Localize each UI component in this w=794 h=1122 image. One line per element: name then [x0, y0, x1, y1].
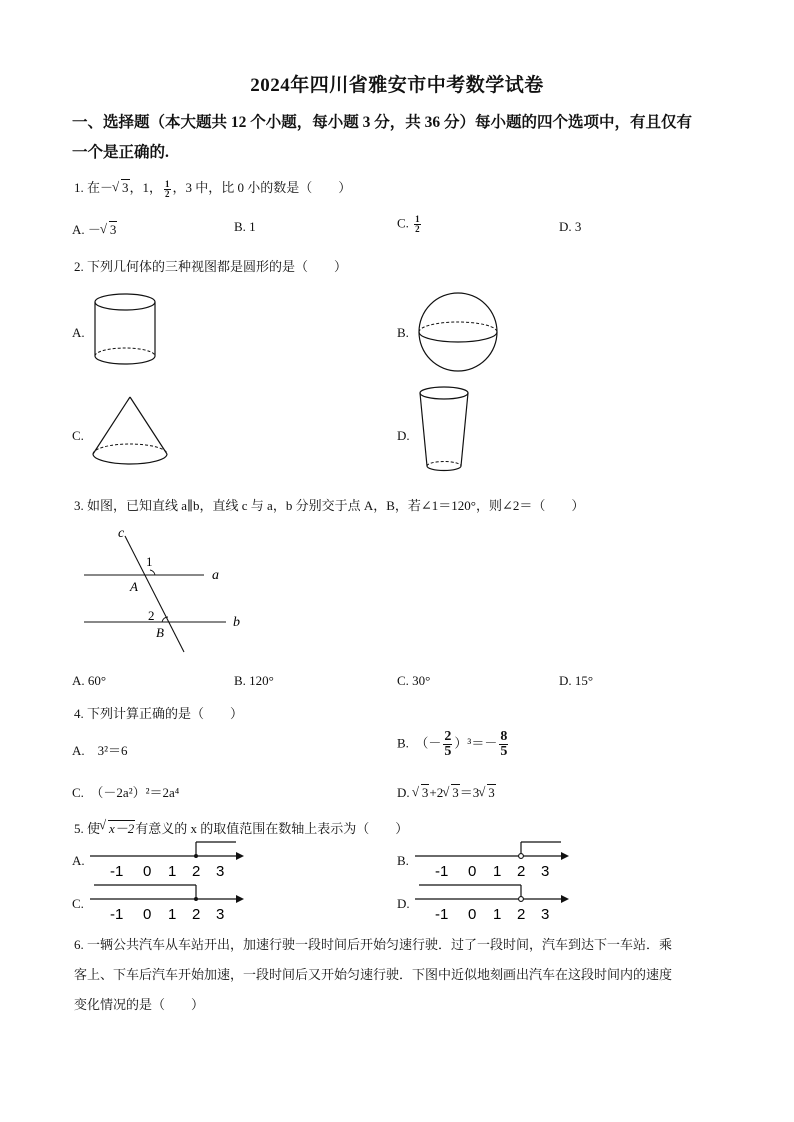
tick-label: 1	[168, 863, 177, 880]
q4-option-d[interactable]: D. √ 3+2√ 3＝3√ 3	[397, 782, 496, 801]
q1-option-a[interactable]: A. －√ 3	[72, 219, 117, 238]
tick-label: 0	[143, 906, 152, 923]
question-2-stem: 2. 下列几何体的三种视图都是圆形的是（ ）	[74, 259, 348, 274]
question-3-stem: 3. 如图，已知直线 a∥b，直线 c 与 a，b 分别交于点 A，B，若∠1＝120°，则∠2＝（ ）	[74, 498, 585, 513]
line-b-label: b	[233, 615, 240, 630]
angle-2-label: 2	[148, 608, 155, 623]
question-5-stem: 5. 使√ x－2有意义的 x 的取值范围在数轴上表示为（ ）	[74, 818, 408, 837]
question-6-line2: 客上、下车后汽车开始加速，一段时间后又开始匀速行驶．下图中近似地刻画出汽车在这段时间内的速度	[74, 967, 673, 982]
q2-option-b-label[interactable]: B.	[397, 325, 409, 340]
q1-a-sqrt: √ 3	[101, 222, 118, 238]
q2-option-c-label[interactable]: C.	[72, 428, 84, 443]
line-a-label: a	[212, 568, 219, 583]
tick-label: -1	[435, 863, 449, 880]
tick-label: -1	[110, 863, 124, 880]
tick-label: 2	[517, 906, 526, 923]
tick-label: 0	[143, 863, 152, 880]
tick-label: 3	[216, 863, 225, 880]
tick-label: 2	[517, 863, 526, 880]
tick-label: 1	[493, 863, 502, 880]
q4-d-sqrt-2: √ 3	[443, 785, 460, 801]
q1-option-d[interactable]: D. 3	[559, 219, 582, 234]
q4-option-b[interactable]: B. （－ $\frac{2}{5}$ ）³＝－ $\frac{8}{5}$	[397, 729, 508, 759]
q1-option-c[interactable]: C. $\frac{1}{2}$	[397, 214, 420, 234]
number-line-c	[88, 881, 248, 923]
question-6-line1: 6. 一辆公共汽车从车站开出，加速行驶一段时间后开始匀速行驶．过了一段时间，汽车到达下一车站．乘	[74, 937, 673, 952]
q4-option-a[interactable]: A. 3²＝6	[72, 743, 128, 758]
q1-option-b[interactable]: B. 1	[234, 219, 256, 234]
page-title: 2024年四川省雅安市中考数学试卷	[250, 75, 544, 96]
question-4-stem: 4. 下列计算正确的是（ ）	[74, 706, 244, 721]
q1-text-pre: 1. 在－	[74, 180, 114, 195]
q1-fraction: $\frac{1}{2}$	[165, 178, 170, 199]
q2-option-a-label[interactable]: A.	[72, 325, 85, 340]
number-line-d	[413, 881, 575, 923]
tick-label: 0	[468, 863, 477, 880]
cone-figure	[88, 394, 172, 472]
q1-text-mid: ，1，	[129, 180, 163, 195]
q4-d-sqrt-3: √ 3	[479, 785, 496, 801]
q5-option-b-label[interactable]: B.	[397, 853, 409, 868]
q5-sqrt: √ x－2	[100, 818, 135, 837]
line-c-label: c	[118, 526, 125, 541]
q1-c-fraction: $\frac{1}{2}$	[415, 214, 420, 234]
tick-label: 1	[493, 906, 502, 923]
tick-label: 1	[168, 906, 177, 923]
tick-label: 0	[468, 906, 477, 923]
q1-text-post: ，3 中，比 0 小的数是（ ）	[172, 180, 352, 195]
tick-label: 2	[192, 863, 201, 880]
q2-option-d-label[interactable]: D.	[397, 428, 410, 443]
parallel-lines-figure	[80, 524, 260, 656]
question-1-stem	[74, 177, 351, 199]
q4-option-c[interactable]: C. （－2a²）²＝2a⁴	[72, 785, 180, 800]
q4-b-fraction-1: $\frac{2}{5}$	[444, 729, 452, 759]
section-header-line1: 一、选择题（本大题共 12 个小题，每小题 3 分，共 36 分）每小题的四个选项中，有且仅有	[72, 114, 693, 131]
q1-sqrt-radicand: 3	[122, 180, 129, 195]
q4-b-fraction-2: $\frac{8}{5}$	[500, 729, 508, 759]
tick-label: -1	[435, 906, 449, 923]
q3-option-a[interactable]: A. 60°	[72, 673, 107, 688]
number-line-a	[88, 838, 248, 880]
section-header-line2: 一个是正确的.	[72, 144, 169, 161]
cup-figure	[414, 384, 474, 476]
tick-label: 2	[192, 906, 201, 923]
point-b-label: B	[156, 625, 164, 640]
cylinder-figure	[90, 292, 162, 372]
q1-sqrt	[113, 180, 130, 196]
q3-option-b[interactable]: B. 120°	[234, 673, 274, 688]
q5-option-d-label[interactable]: D.	[397, 896, 410, 911]
question-6-line3: 变化情况的是（ ）	[74, 997, 205, 1012]
q3-option-d[interactable]: D. 15°	[559, 673, 594, 688]
q5-option-a-label[interactable]: A.	[72, 853, 85, 868]
q5-option-c-label[interactable]: C.	[72, 896, 84, 911]
tick-label: -1	[110, 906, 124, 923]
q3-option-c[interactable]: C. 30°	[397, 673, 431, 688]
tick-label: 3	[541, 906, 550, 923]
q4-d-sqrt-1: √ 3	[413, 785, 430, 801]
point-a-label: A	[130, 579, 138, 594]
tick-label: 3	[541, 863, 550, 880]
tick-label: 3	[216, 906, 225, 923]
angle-1-label: 1	[146, 554, 153, 569]
sphere-figure	[416, 290, 504, 374]
number-line-b	[413, 838, 575, 880]
